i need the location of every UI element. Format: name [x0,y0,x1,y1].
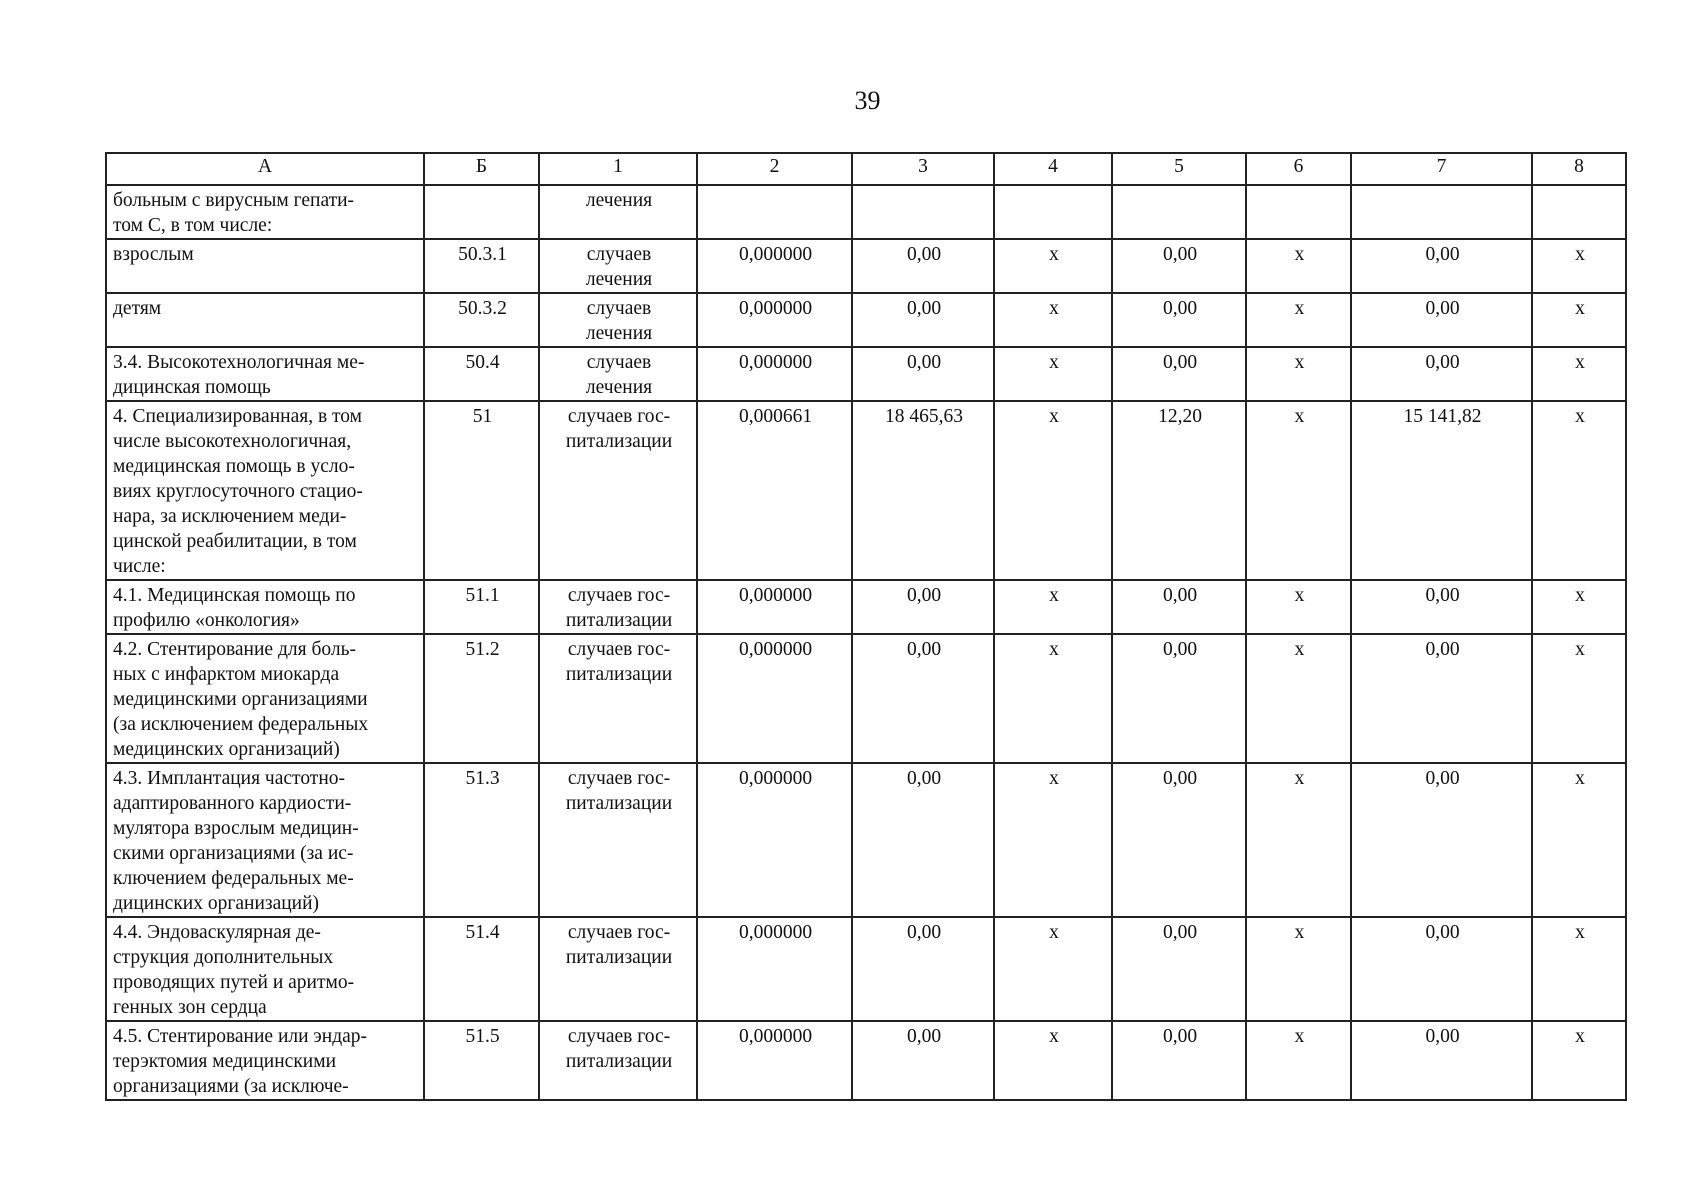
row-unit-cell: случаев лечения [539,347,697,401]
col2-cell: 0,000000 [697,1021,852,1100]
column-header: Б [424,153,539,185]
col3-cell [852,185,994,239]
row-code-cell: 50.3.1 [424,239,539,293]
row-name-cell: взрослым [106,239,424,293]
column-header: 8 [1532,153,1626,185]
column-header: 6 [1246,153,1351,185]
col8-cell: х [1532,239,1626,293]
col4-cell: х [994,580,1112,634]
col7-cell: 15 141,82 [1351,401,1532,580]
data-table [105,152,1627,1101]
col3-cell: 0,00 [852,1021,994,1100]
page-number: 39 [854,86,881,115]
header-row [106,153,1626,185]
col4-cell: х [994,634,1112,763]
col6-cell: х [1246,763,1351,917]
column-header: 2 [697,153,852,185]
table-row [106,293,1626,347]
col3-cell: 0,00 [852,763,994,917]
col2-cell: 0,000000 [697,580,852,634]
col6-cell: х [1246,917,1351,1021]
row-code-cell: 51.2 [424,634,539,763]
col6-cell: х [1246,293,1351,347]
col5-cell: 0,00 [1112,580,1246,634]
col2-cell: 0,000000 [697,634,852,763]
col7-cell: 0,00 [1351,239,1532,293]
col7-cell [1351,185,1532,239]
col6-cell: х [1246,1021,1351,1100]
col4-cell: х [994,763,1112,917]
col6-cell: х [1246,634,1351,763]
col3-cell: 0,00 [852,347,994,401]
row-unit-cell: случаев лечения [539,239,697,293]
row-code-cell: 51.4 [424,917,539,1021]
col4-cell: х [994,293,1112,347]
col5-cell: 0,00 [1112,347,1246,401]
col6-cell: х [1246,401,1351,580]
table-row [106,634,1626,763]
col2-cell: 0,000000 [697,763,852,917]
row-name-cell: 4.1. Медицинская помощь по профилю «онкология» [106,580,424,634]
col8-cell: х [1532,1021,1626,1100]
table-row [106,185,1626,239]
row-unit-cell: лечения [539,185,697,239]
col5-cell: 12,20 [1112,401,1246,580]
col8-cell: х [1532,580,1626,634]
col3-cell: 0,00 [852,917,994,1021]
col7-cell: 0,00 [1351,293,1532,347]
col4-cell [994,185,1112,239]
column-header: 1 [539,153,697,185]
col4-cell: х [994,1021,1112,1100]
col8-cell: х [1532,401,1626,580]
col2-cell: 0,000000 [697,917,852,1021]
col5-cell: 0,00 [1112,239,1246,293]
col2-cell: 0,000000 [697,347,852,401]
col6-cell [1246,185,1351,239]
row-unit-cell: случаев гос- питализации [539,1021,697,1100]
table-row [106,239,1626,293]
col4-cell: х [994,401,1112,580]
row-code-cell: 51 [424,401,539,580]
table-body [106,185,1626,1100]
table-row [106,1021,1626,1100]
col8-cell [1532,185,1626,239]
col6-cell: х [1246,239,1351,293]
table-row [106,580,1626,634]
col5-cell: 0,00 [1112,917,1246,1021]
row-code-cell: 50.4 [424,347,539,401]
row-code-cell [424,185,539,239]
row-name-cell: 4.2. Стентирование для боль- ных с инфарктом миокарда медицинскими организациями (за исключением федеральных медицинских организаций) [106,634,424,763]
row-unit-cell: случаев гос- питализации [539,763,697,917]
col2-cell: 0,000661 [697,401,852,580]
col7-cell: 0,00 [1351,1021,1532,1100]
col3-cell: 18 465,63 [852,401,994,580]
col2-cell: 0,000000 [697,239,852,293]
col8-cell: х [1532,763,1626,917]
row-unit-cell: случаев гос- питализации [539,917,697,1021]
row-unit-cell: случаев лечения [539,293,697,347]
col2-cell [697,185,852,239]
row-name-cell: 4.5. Стентирование или эндар- терэктомия медицинскими организациями (за исключе- [106,1021,424,1100]
column-header: 3 [852,153,994,185]
col8-cell: х [1532,347,1626,401]
col7-cell: 0,00 [1351,763,1532,917]
col5-cell: 0,00 [1112,293,1246,347]
column-header: А [106,153,424,185]
row-code-cell: 51.1 [424,580,539,634]
table-row [106,917,1626,1021]
row-unit-cell: случаев гос- питализации [539,401,697,580]
table-row [106,401,1626,580]
col8-cell: х [1532,293,1626,347]
row-unit-cell: случаев гос- питализации [539,634,697,763]
col6-cell: х [1246,580,1351,634]
col7-cell: 0,00 [1351,347,1532,401]
col4-cell: х [994,347,1112,401]
col7-cell: 0,00 [1351,580,1532,634]
row-unit-cell: случаев гос- питализации [539,580,697,634]
col7-cell: 0,00 [1351,917,1532,1021]
col2-cell: 0,000000 [697,293,852,347]
row-name-cell: детям [106,293,424,347]
column-header: 5 [1112,153,1246,185]
row-code-cell: 51.3 [424,763,539,917]
col8-cell: х [1532,634,1626,763]
row-name-cell: 4.4. Эндоваскулярная де- струкция дополнительных проводящих путей и аритмо- генных зон сердца [106,917,424,1021]
col7-cell: 0,00 [1351,634,1532,763]
row-code-cell: 50.3.2 [424,293,539,347]
table-row [106,763,1626,917]
row-name-cell: 3.4. Высокотехнологичная ме- дицинская помощь [106,347,424,401]
table-row [106,347,1626,401]
col3-cell: 0,00 [852,634,994,763]
column-header: 7 [1351,153,1532,185]
col4-cell: х [994,239,1112,293]
col5-cell [1112,185,1246,239]
col8-cell: х [1532,917,1626,1021]
col3-cell: 0,00 [852,580,994,634]
row-name-cell: больным с вирусным гепати- том С, в том числе: [106,185,424,239]
col3-cell: 0,00 [852,239,994,293]
row-name-cell: 4. Специализированная, в том числе высокотехнологичная, медицинская помощь в усло- виях круглосуточного стацио- нара, за исключением меди- цинской реабилитации, в том числе: [106,401,424,580]
col3-cell: 0,00 [852,293,994,347]
col6-cell: х [1246,347,1351,401]
column-header: 4 [994,153,1112,185]
row-name-cell: 4.3. Имплантация частотно- адаптированного кардиости- мулятора взрослым медицин- скими организациями (за ис- ключением федеральных ме- дицинских организаций) [106,763,424,917]
col4-cell: х [994,917,1112,1021]
row-code-cell: 51.5 [424,1021,539,1100]
col5-cell: 0,00 [1112,1021,1246,1100]
col5-cell: 0,00 [1112,634,1246,763]
col5-cell: 0,00 [1112,763,1246,917]
